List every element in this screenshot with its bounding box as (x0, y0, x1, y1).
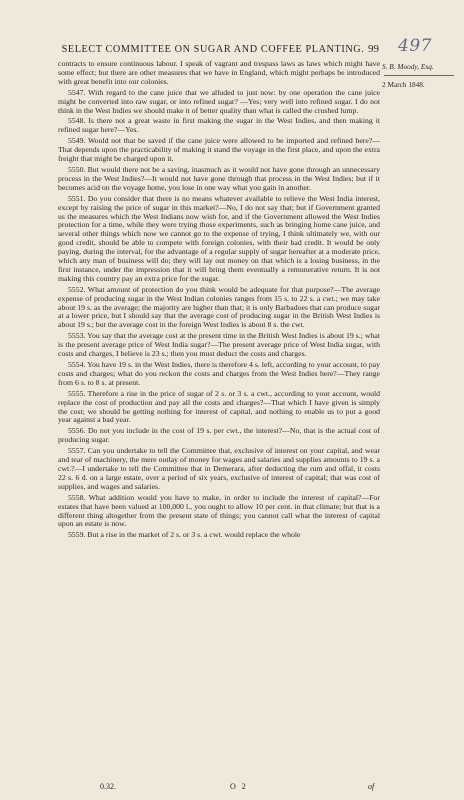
margin-witness-name: S. B. Moody, Esq. (382, 62, 434, 71)
paragraph: 5553. You say that the average cost at the present time in the British West Indies is about 19 s.; what is the present average price of West India sugar?—The present average price of West India sugar, with costs and charges, I believe is 23 s.; then you must deduct the costs and charges. (58, 331, 380, 359)
footer-signature-mark: 0.32. (100, 782, 116, 791)
paragraph: 5547. With regard to the cane juice that we alluded to just now: by one operation the cane juice might be converted into raw sugar, or into refined sugar? —Yes; very well into refined sugar. I do not think in the West Indies we should make it of better quality than what is called the crushed lump. (58, 87, 380, 115)
paragraph: 5557. Can you undertake to tell the Committee that, exclusive of interest on your capital, and wear and tear of machinery, the mere outlay of money for wages and salaries and supplies amounts to 19 s. a cwt.?—I undertake to tell the Committee that in Demerara, after deducting the rum and offal, it costs 22 s. 6 d. on a large estate, over a period of six years, exclusive of interest of capital; that was cost of supplies, and wages and salaries. (58, 446, 380, 491)
handwritten-folio-number: 497 (398, 36, 432, 56)
paragraph: 5556. Do not you include in the cost of 19 s. per cwt., the interest?—No, that is the actual cost of producing sugar. (58, 426, 380, 445)
paragraph: 5551. Do you consider that there is no means whatever available to relieve the West India interest, except by raising the price of sugar in this market?—No, I do not say that; but if Government granted us the measures which the West Indians now wish for, and if the Government allowed the West Indies protection for a time, while they were trying those experiments, such as bringing home cane juice, and several other things which now we cannot go to the expense of trying, I think ultimately we, with our good credit, should be able to compete with foreign colonies, with their bad credit. It would be only paying, during the interval, for the advantage of a regular supply of sugar hereafter at a moderate price, which any man of business will do; they will lay out money on that which is a losing business, in the first instance, under the impression that it will bring them eventually a remunerative return. It is not making this country pay an extra price for the sugar. (58, 193, 380, 283)
paragraph: 5548. Is there not a great waste in first making the sugar in the West Indies, and then making it refined sugar here?—Yes. (58, 116, 380, 135)
page-number: 99 (368, 43, 379, 55)
page-header: SELECT COMMITTEE ON SUGAR AND COFFEE PLANTING. (61, 44, 365, 55)
paragraph: 5554. You have 19 s. in the West Indies, there is therefore 4 s. left, according to your account, to pay costs and charges; what do you reckon the costs and charges from the West Indies here?—They range from 6 s. to 8 s. at present. (58, 360, 380, 387)
paragraph: 5555. Therefore a rise in the price of sugar of 2 s. or 3 s. a cwt., according to your account, would replace the cost of production and pay all the costs and charges?—That which I have given is simply the cost; we should be getting nothing for interest of capital, and nothing to enable us to put a good year against a bad year. (58, 388, 380, 425)
paragraph: contracts to ensure continuous labour. I speak of vagrant and trespass laws as laws which might have some effect; but there are other measures that we have in England, which might perhaps be introduced with great benefit into our colonies. (58, 59, 380, 86)
paragraph: 5552. What amount of protection do you think would be adequate for that purpose?—The average expense of producing sugar in the West Indian colonies ranges from 15 s. to 22 s. a cwt.; we may take about 19 s. as the average; the majority are higher than that; it is only Barbadoes that can produce sugar at a lower price, but I should say that the average cost of producing sugar in the British West Indies is about 19 s.; but the average cost in the foreign West Indies is about 8 s. the cwt. (58, 284, 380, 330)
footer-catchword: of (368, 782, 375, 791)
paragraph: 5559. But a rise in the market of 2 s. or 3 s. a cwt. would replace the whole (68, 530, 301, 540)
paragraph: 5550. But would there not be a saving, inasmuch as it would not have gone through an unnecessary process in the West Indies?—It would not have gone through that process in the West Indies; but if it becomes acid on the voyage home, you lose in one way what you gain in another. (58, 164, 380, 192)
margin-divider (384, 75, 454, 76)
document-body (58, 60, 380, 542)
paragraph: 5549. Would not that be saved if the cane juice were allowed to be imported and refined here?—That depends upon the practicability of making it stand the voyage in the first place, and upon the extra freight that might be charged upon it. (58, 136, 380, 164)
margin-date: 2 March 1848. (382, 80, 425, 89)
footer-sheet-mark: O 2 (230, 782, 248, 791)
paragraph: 5558. What addition would you have to make, in order to include the interest of capital?—For estates that have been valued at 100,000 l., you ought to allow 10 per cent. in that climate; but that is a different thing altogether from the present state of things; you cannot call what the interest of capital upon an estate is now. (58, 492, 380, 529)
